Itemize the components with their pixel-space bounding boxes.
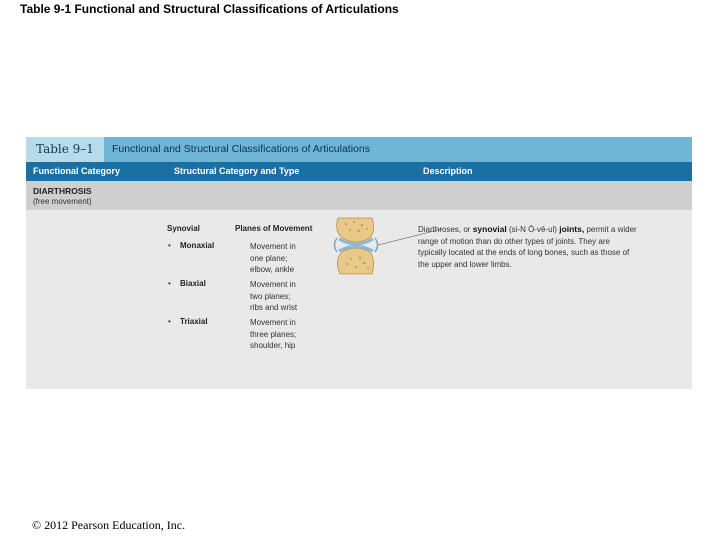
type-movement bbox=[250, 317, 296, 352]
table-title: Functional and Structural Classifications of Articulations bbox=[112, 143, 370, 155]
header-description: Description bbox=[423, 166, 473, 176]
category-subtitle: (free movement) bbox=[33, 197, 92, 206]
movement-line: shoulder, hip bbox=[250, 341, 296, 350]
table-number: Table 9–1 bbox=[36, 142, 94, 156]
movement-line: Movement in bbox=[250, 318, 296, 327]
movement-line: ribs and wrist bbox=[250, 303, 298, 312]
header-functional-category: Functional Category bbox=[33, 166, 121, 176]
type-name: Monaxial bbox=[180, 241, 215, 250]
description-line-1 bbox=[418, 224, 637, 236]
bullet: • bbox=[168, 279, 171, 288]
column-header-row bbox=[26, 162, 692, 181]
copyright-footer: © 2012 Pearson Education, Inc. bbox=[32, 518, 186, 532]
joints-term: joints, bbox=[559, 224, 585, 234]
bullet: • bbox=[168, 317, 171, 326]
description-line-3: typically located at the ends of long bones, such as those of bbox=[418, 248, 630, 257]
bullet: • bbox=[168, 241, 171, 250]
table-number-tag bbox=[26, 137, 104, 162]
type-name: Triaxial bbox=[180, 317, 208, 326]
pronunciation: (si-N Ō-vē-ul) bbox=[508, 225, 557, 234]
movement-line: elbow, ankle bbox=[250, 265, 295, 274]
table-banner bbox=[26, 137, 692, 162]
movement-line: Movement in bbox=[250, 242, 296, 251]
type-name: Biaxial bbox=[180, 279, 206, 288]
movement-line: Movement in bbox=[250, 280, 296, 289]
description-fragment: Diarthroses, or bbox=[418, 225, 471, 234]
slide-title: Table 9-1 Functional and Structural Classifications of Articulations bbox=[20, 2, 399, 16]
description-text bbox=[418, 224, 637, 270]
movement-line: two planes; bbox=[250, 291, 291, 301]
table-card bbox=[26, 137, 692, 389]
movement-line: one plane; bbox=[250, 253, 288, 263]
type-movement bbox=[250, 279, 297, 314]
planes-of-movement-label: Planes of Movement bbox=[235, 224, 313, 233]
category-name: DIARTHROSIS bbox=[33, 186, 92, 196]
synovial-label: Synovial bbox=[167, 224, 200, 233]
type-movement bbox=[250, 241, 296, 276]
movement-line: three planes; bbox=[250, 329, 297, 339]
description-line-2: range of motion than do other types of joints. They are bbox=[418, 236, 610, 246]
description-line-4: the upper and lower limbs. bbox=[418, 259, 512, 269]
synovial-term: synovial bbox=[472, 224, 507, 234]
category-row bbox=[26, 181, 692, 210]
description-fragment: permit a wider bbox=[586, 225, 637, 234]
header-structural-category: Structural Category and Type bbox=[174, 166, 300, 176]
